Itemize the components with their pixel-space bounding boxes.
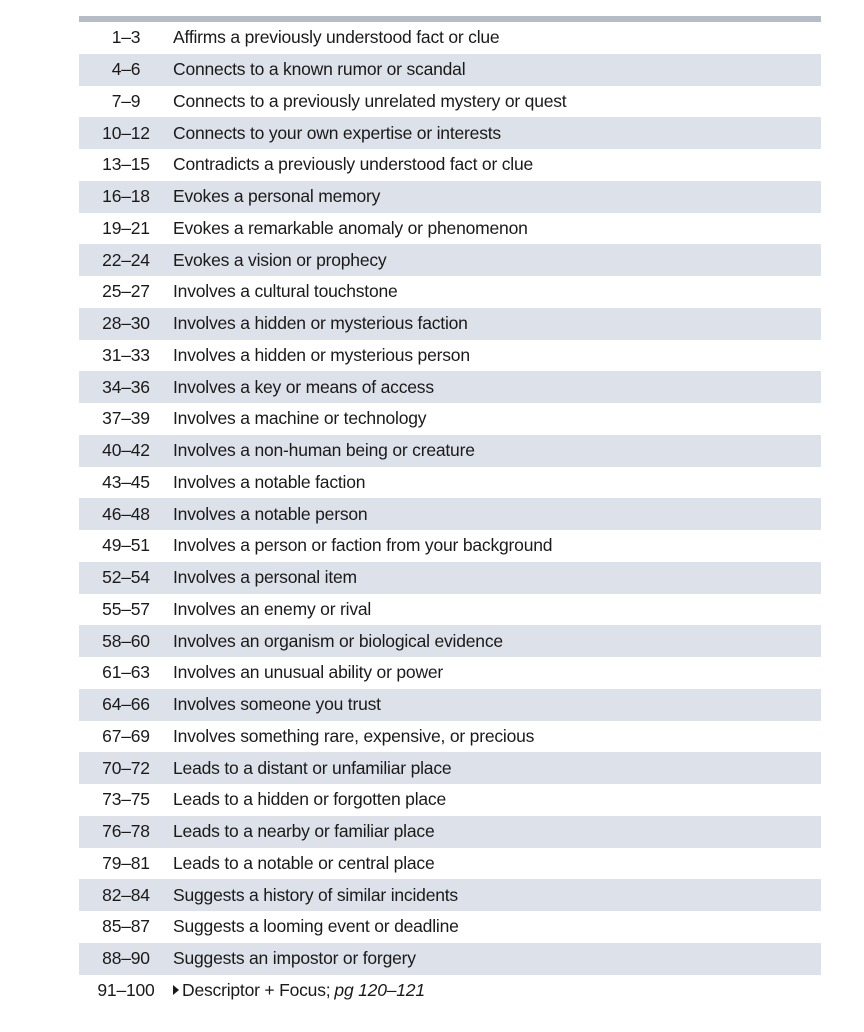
table-row [79, 498, 821, 530]
result-text: Leads to a hidden or forgotten place [173, 789, 447, 810]
roll-range: 88–90 [102, 948, 150, 969]
roll-range: 16–18 [102, 186, 150, 207]
result-text: Involves a hidden or mysterious person [173, 344, 470, 365]
result-text: Connects to your own expertise or interests [173, 122, 501, 143]
table-row [79, 340, 821, 372]
table-row [79, 371, 821, 403]
page-reference: pg 120–121 [334, 979, 425, 1000]
result-text: Suggests an impostor or forgery [173, 948, 416, 969]
roll-range: 19–21 [102, 217, 150, 238]
table-row [79, 625, 821, 657]
result-text: Evokes a vision or prophecy [173, 249, 387, 270]
table-row [79, 22, 821, 54]
roll-range: 10–12 [102, 122, 150, 143]
roll-range: 76–78 [102, 821, 150, 842]
table-row [79, 530, 821, 562]
result-text: Connects to a known rumor or scandal [173, 59, 466, 80]
table-row [79, 689, 821, 721]
result-text: Suggests a history of similar incidents [173, 884, 458, 905]
right-triangle-icon [173, 985, 179, 995]
roll-range: 31–33 [102, 344, 150, 365]
result-text: Involves a personal item [173, 567, 357, 588]
table-row [79, 911, 821, 943]
table-row [79, 149, 821, 181]
table-row [79, 308, 821, 340]
roll-range: 58–60 [102, 630, 150, 651]
result-text: Contradicts a previously understood fact or clue [173, 154, 534, 175]
roll-range: 4–6 [111, 59, 141, 80]
table-row [79, 403, 821, 435]
result-text: Leads to a distant or unfamiliar place [173, 757, 452, 778]
result-text: Affirms a previously understood fact or clue [173, 27, 500, 48]
table-row [79, 975, 821, 1007]
roll-range: 1–3 [111, 27, 141, 48]
roll-range: 82–84 [102, 884, 150, 905]
roll-range: 28–30 [102, 313, 150, 334]
roll-range: 55–57 [102, 598, 150, 619]
table-row [79, 594, 821, 626]
result-text: Involves a person or faction from your background [173, 535, 553, 556]
roll-range: 61–63 [102, 662, 150, 683]
result-text: Involves a notable faction [173, 471, 366, 492]
roll-range: 7–9 [111, 90, 141, 111]
roll-range: 79–81 [102, 852, 150, 873]
result-text: Involves a hidden or mysterious faction [173, 313, 468, 334]
table-body [79, 22, 821, 975]
roll-range: 40–42 [102, 440, 150, 461]
roll-range: 67–69 [102, 725, 150, 746]
result-text: Suggests a looming event or deadline [173, 916, 459, 937]
table-row [79, 435, 821, 467]
table-row [79, 657, 821, 689]
last-row-text: Descriptor + Focus; [182, 979, 331, 1000]
roll-range: 70–72 [102, 757, 150, 778]
roll-range: 13–15 [102, 154, 150, 175]
result-text: Involves a machine or technology [173, 408, 427, 429]
table-row [79, 784, 821, 816]
result-text: Involves an organism or biological evidence [173, 630, 503, 651]
table-row [79, 816, 821, 848]
oracle-table [79, 16, 821, 1006]
table-row [79, 848, 821, 880]
roll-range: 52–54 [102, 567, 150, 588]
roll-range: 25–27 [102, 281, 150, 302]
result-text: Evokes a personal memory [173, 186, 381, 207]
roll-range: 34–36 [102, 376, 150, 397]
roll-range: 73–75 [102, 789, 150, 810]
table-row [79, 879, 821, 911]
result-text [173, 980, 425, 1001]
table-row [79, 943, 821, 975]
table-row [79, 276, 821, 308]
table-row [79, 86, 821, 118]
table-row [79, 721, 821, 753]
table-row [79, 181, 821, 213]
roll-range: 22–24 [102, 249, 150, 270]
result-text: Involves a key or means of access [173, 376, 434, 397]
result-text: Involves something rare, expensive, or precious [173, 725, 535, 746]
table-row [79, 244, 821, 276]
result-text: Leads to a notable or central place [173, 852, 435, 873]
table-row [79, 117, 821, 149]
result-text: Involves someone you trust [173, 694, 381, 715]
result-text: Involves a cultural touchstone [173, 281, 398, 302]
roll-range: 37–39 [102, 408, 150, 429]
result-text: Involves an unusual ability or power [173, 662, 444, 683]
table-row [79, 54, 821, 86]
roll-range: 49–51 [102, 535, 150, 556]
result-text: Involves a notable person [173, 503, 368, 524]
result-text: Involves a non-human being or creature [173, 440, 475, 461]
result-text: Evokes a remarkable anomaly or phenomenon [173, 217, 528, 238]
table-row [79, 213, 821, 245]
result-text: Leads to a nearby or familiar place [173, 821, 435, 842]
table-row [79, 562, 821, 594]
result-text: Connects to a previously unrelated mystery or quest [173, 90, 567, 111]
table-row [79, 752, 821, 784]
roll-range: 91–100 [97, 979, 155, 1000]
roll-range: 64–66 [102, 694, 150, 715]
roll-range: 46–48 [102, 503, 150, 524]
result-text: Involves an enemy or rival [173, 598, 372, 619]
roll-range: 85–87 [102, 916, 150, 937]
table-row [79, 467, 821, 499]
roll-range: 43–45 [102, 471, 150, 492]
